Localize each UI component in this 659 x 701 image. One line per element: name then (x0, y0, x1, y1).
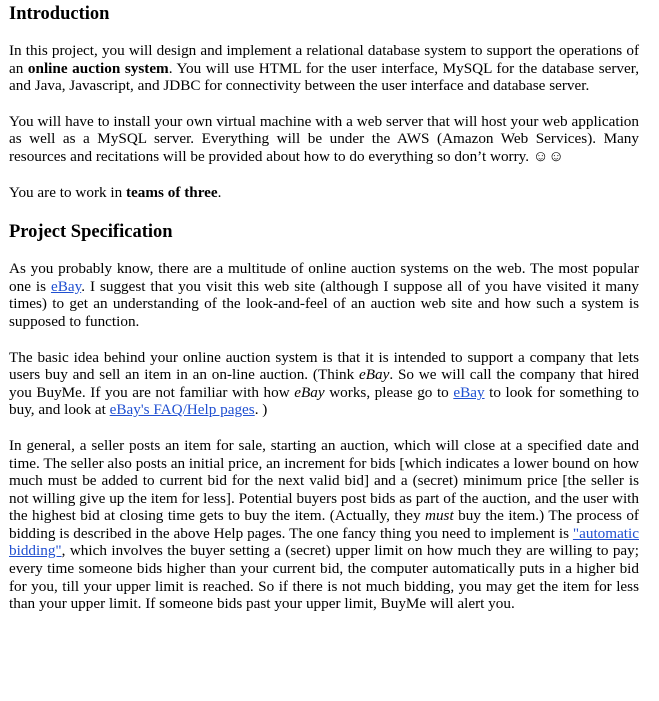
text-run: In general, a seller posts an item for sale, starting an auction, which will close at a specified date and time. The seller also posts an initial price, an increment for bids [which indicates a lower bound on how much must be added to current bid for the next valid bid] and a (secret) minimum price [the seller is not willing give up the item for less]. Potential buyers post bids as part of the auction, and the user with the highest bid at closing time gets to buy the item. (Actually, they (9, 436, 639, 525)
text-run: , which involves the buyer setting a (secret) upper limit on how much they are willing to pay; every time someone bids higher than your current bid, the computer automatically puts in a higher bid for you, till your upper limit is reached. So if there is not much bidding, you may get the item for less than your upper limit. If someone bids past your upper limit, BuyMe will alert you. (9, 542, 639, 613)
heading-project-specification: Project Specification (9, 222, 173, 243)
spec-paragraph-2 (9, 349, 639, 419)
ebay-link[interactable]: eBay (50, 277, 82, 295)
text-run: . So we will call the company that hired you BuyMe. If you are not familiar with how (9, 366, 639, 401)
italic-must: must (424, 507, 454, 525)
italic-ebay: eBay (359, 366, 390, 384)
text-run: . You will use HTML for the user interface, MySQL for the database server, and Java, Javascript, and JDBC for connectivity between the user interface and database server. (9, 59, 639, 95)
text-run: The basic idea behind your online auction system is that it is intended to support a company that lets users buy and sell an item in an on-line auction. (Think (9, 348, 639, 384)
text-run: As you probably know, there are a multitude of online auction systems on the web. The most popular one is (9, 260, 639, 295)
text-run: . I suggest that you visit this web site (although I suppose all of you have visited it many times) to get an understanding of the look-and-feel of an auction web site and how such a system is supposed to function. (9, 277, 639, 330)
text-run: to look for something to buy, and look at (9, 383, 639, 419)
text-run: buy the item.) The process of bidding is described in the above Help pages. The one fancy thing you need to implement is (9, 507, 639, 542)
intro-paragraph-2: You will have to install your own virtual machine with a web server that will host your web application as well as a MySQL server. Everything will be under the AWS (Amazon Web Services). Many resources and recitations will be provided about how to do everything so don’t worry. ☺☺ (9, 112, 639, 165)
spec-paragraph-3 (9, 437, 639, 613)
intro-paragraph-3 (9, 184, 639, 202)
heading-introduction: Introduction (9, 4, 110, 24)
text-run: . ) (254, 401, 268, 419)
bold-online-auction-system: online auction system (27, 59, 169, 77)
ebay-link[interactable]: eBay (453, 383, 485, 401)
text-run: You are to work in (9, 183, 126, 201)
intro-paragraph-1 (9, 42, 639, 95)
text-run: . (217, 183, 222, 201)
text-run: In this project, you will design and implement a relational database system to support the operations of an (9, 42, 639, 77)
ebay-faq-help-link[interactable]: eBay's FAQ/Help pages (109, 401, 255, 419)
italic-ebay: eBay (294, 383, 325, 401)
spec-paragraph-1 (9, 260, 639, 330)
text-run: works, please go to (324, 383, 454, 401)
bold-teams-of-three: teams of three (126, 183, 218, 201)
automatic-bidding-link[interactable]: "automatic bidding" (9, 524, 639, 560)
